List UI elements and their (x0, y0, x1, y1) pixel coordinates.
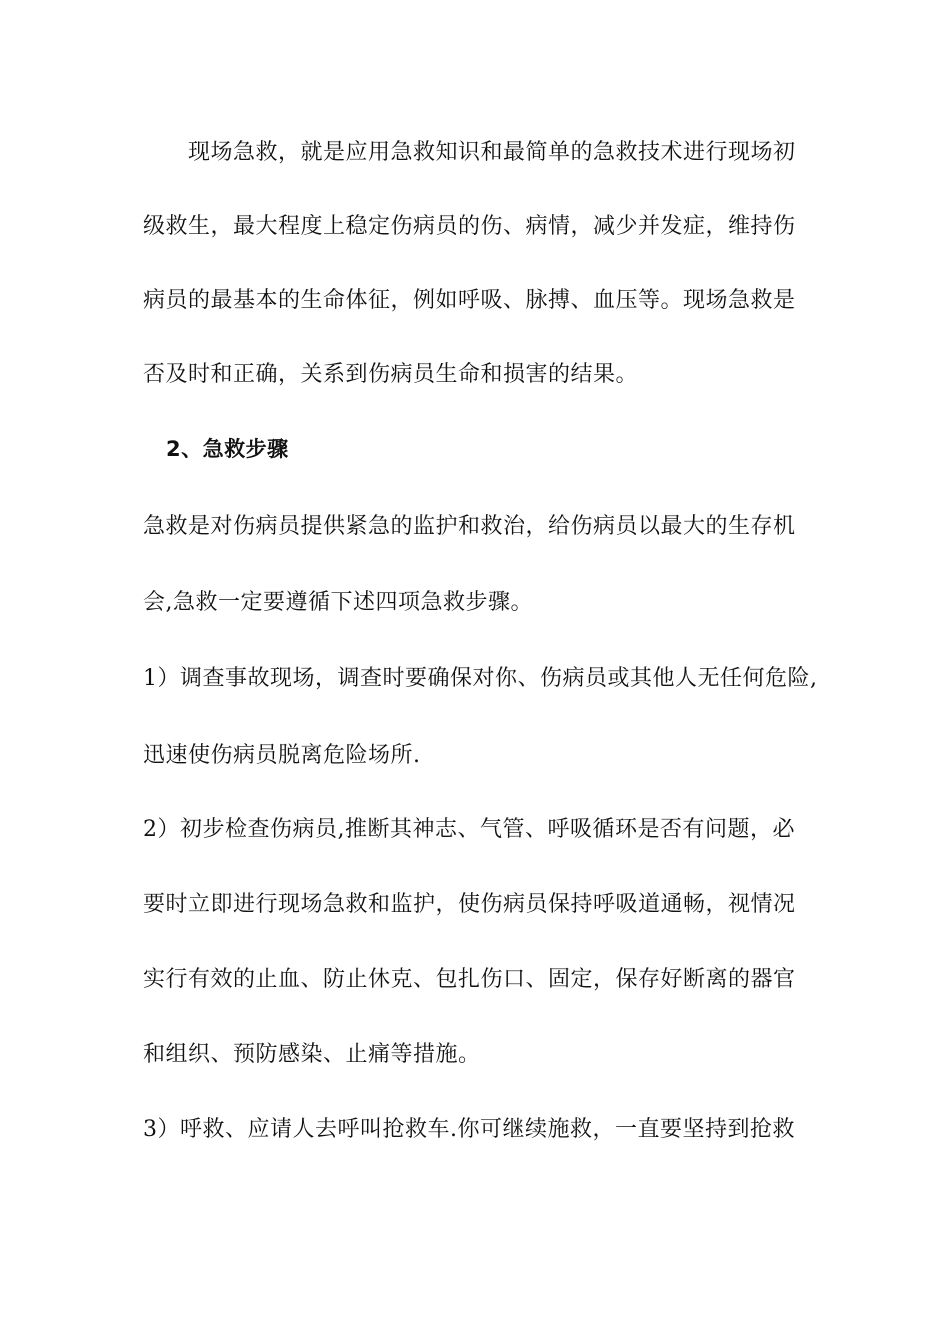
paragraph-line: 会,急救一定要遵循下述四项急救步骤。 (143, 590, 533, 615)
step-line: 和组织、预防感染、止痛等措施。 (143, 1042, 481, 1067)
step-line: 1）调查事故现场，调查时要确保对你、伤病员或其他人无任何危险, (143, 666, 818, 691)
step-line: 实行有效的止血、防止休克、包扎伤口、固定，保存好断离的器官 (143, 967, 796, 992)
paragraph-line: 病员的最基本的生命体征，例如呼吸、脉搏、血压等。现场急救是 (143, 288, 796, 313)
paragraph-line: 急救是对伤病员提供紧急的监护和救治，给伤病员以最大的生存机 (143, 514, 796, 539)
step-line: 要时立即进行现场急救和监护，使伤病员保持呼吸道通畅，视情况 (143, 892, 796, 917)
step-line: 2）初步检查伤病员,推断其神志、气管、呼吸循环是否有问题，必 (143, 817, 795, 842)
step-line: 3）呼救、应请人去呼叫抢救车.你可继续施救，一直要坚持到抢救 (143, 1117, 795, 1142)
paragraph-line: 级救生，最大程度上稳定伤病员的伤、病情，减少并发症，维持伤 (143, 214, 796, 239)
section-heading: 2、急救步骤 (166, 437, 289, 461)
paragraph-line: 现场急救，就是应用急救知识和最简单的急救技术进行现场初 (188, 140, 796, 165)
paragraph-line: 否及时和正确，关系到伤病员生命和损害的结果。 (143, 362, 639, 387)
step-line: 迅速使伤病员脱离危险场所. (143, 743, 421, 768)
